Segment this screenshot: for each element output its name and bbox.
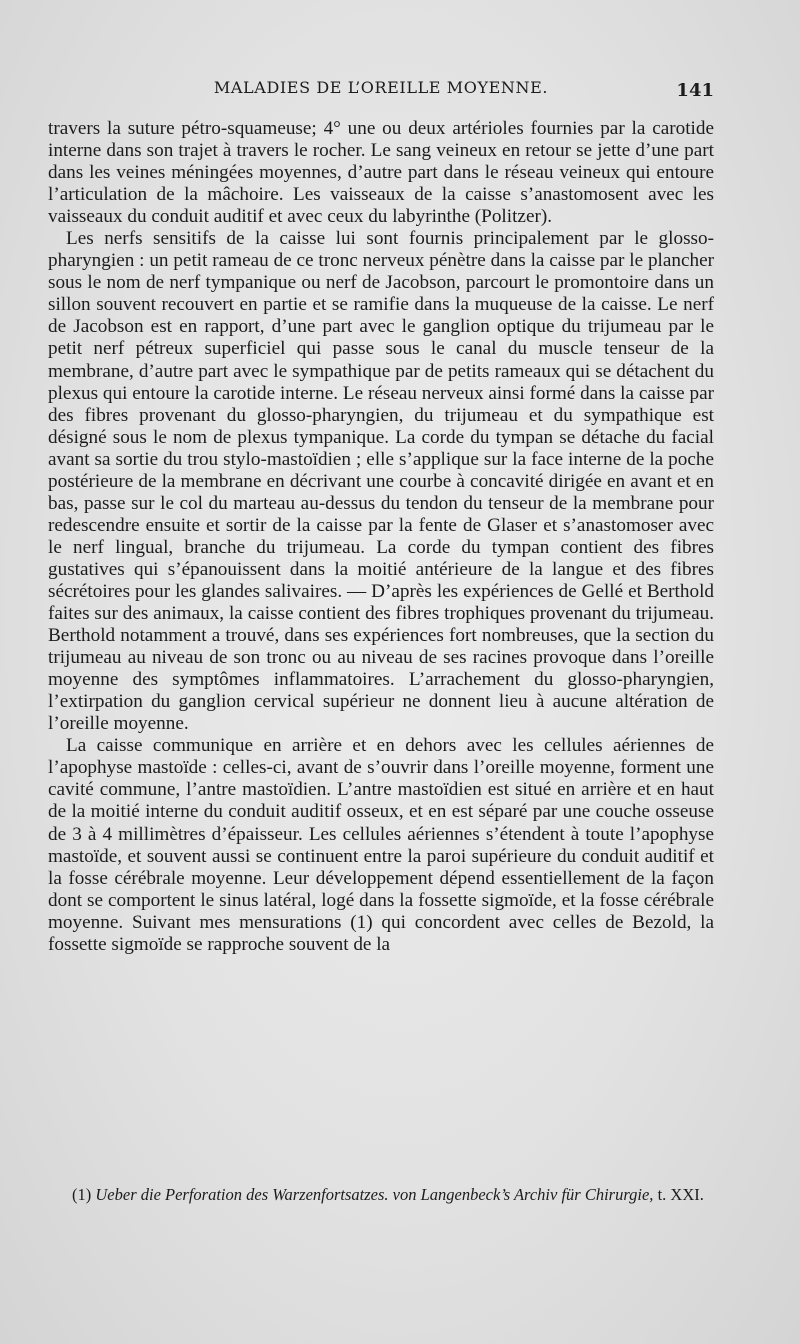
- footnote: [48, 1184, 728, 1205]
- paragraph-mastoid: La caisse communique en arrière et en dehors avec les cellules aériennes de l’apophyse mastoïde : celles-ci, avant de s’ouvrir dans l’oreille moyenne, forment une cavité commune, l’antre mastoïdien. L’antre mastoïdien est situé en arrière et en haut de la moitié interne du conduit auditif osseux, et en est séparé par une couche osseuse de 3 à 4 millimètres d’épaisseur. Les cellules aériennes s’étendent à toute l’apophyse mastoïde, et souvent aussi se continuent entre la paroi supérieure du conduit auditif et la fosse cérébrale moyenne. Leur développement dépend essentiellement de la façon dont se comportent le sinus latéral, logé dans la fossette sigmoïde, et la fosse cérébrale moyenne. Suivant mes mensurations (1) qui concordent avec celles de Bezold, la fossette sigmoïde se rapproche souvent de la: [48, 735, 714, 955]
- footnote-title: Ueber die Perforation des Warzenfortsatzes. von Langenbeck’s Archiv für Chirurgie,: [95, 1185, 654, 1204]
- body-text: [48, 118, 714, 956]
- paragraph-nerves: Les nerfs sensitifs de la caisse lui sont fournis principalement par le glosso-pharyngien : un petit rameau de ce tronc nerveux pénètre dans la caisse par le plancher sous le nom de nerf tympanique ou nerf de Jacobson, parcourt le promontoire dans un sillon souvent recouvert en partie et se ramifie dans la muqueuse de la caisse. Le nerf de Jacobson est en rapport, d’une part avec le ganglion optique du trijumeau par le petit nerf pétreux superficiel qui passe sous le canal du muscle tenseur de la membrane, d’autre part avec le sympathique par de petits rameaux qui se détachent du plexus qui entoure la carotide interne. Le réseau nerveux ainsi formé dans la caisse par des fibres provenant du glosso-pharyngien, du trijumeau et du sympathique est désigné sous le nom de plexus tympanique. La corde du tympan se détache du facial avant sa sortie du trou stylo-mastoïdien ; elle s’applique sur la face interne de la poche postérieure de la membrane en décrivant une courbe à concavité dirigée en avant et en bas, passe sur le col du marteau au-dessus du tendon du tenseur de la membrane pour redescendre ensuite et sortir de la caisse par la fente de Glaser et s’anastomoser avec le nerf lingual, branche du trijumeau. La corde du tympan contient des fibres gustatives qui s’épanouissent dans la moitié antérieure de la langue et des fibres sécrétoires pour les glandes salivaires. — D’après les expériences de Gellé et Berthold faites sur des animaux, la caisse contient des fibres trophiques provenant du trijumeau. Berthold notamment a trouvé, dans ses expériences fort nombreuses, que la section du trijumeau au niveau de son tronc ou au niveau de ses racines provoque dans l’oreille moyenne des symptômes inflammatoires. L’arrachement du glosso-pharyngien, l’extirpation du ganglion cervical supérieur ne donnent lieu à aucune altération de l’oreille moyenne.: [48, 228, 714, 735]
- running-head: [48, 74, 714, 104]
- paragraph-continued: travers la suture pétro-squameuse; 4° une ou deux artérioles fournies par la carotide interne dans son trajet à travers le rocher. Le sang veineux en retour se jette d’une part dans les veines méningées moyennes, d’autre part dans le réseau veineux qui entoure l’articulation de la mâchoire. Les vaisseaux de la caisse s’anastomosent avec les vaisseaux du conduit auditif et avec ceux du labyrinthe (Politzer).: [48, 118, 714, 228]
- footnote-reference: t. XXI.: [657, 1185, 704, 1204]
- page-number: 141: [676, 80, 714, 101]
- running-title: MALADIES DE L’OREILLE MOYENNE.: [213, 78, 549, 97]
- footnote-marker: (1): [72, 1185, 92, 1204]
